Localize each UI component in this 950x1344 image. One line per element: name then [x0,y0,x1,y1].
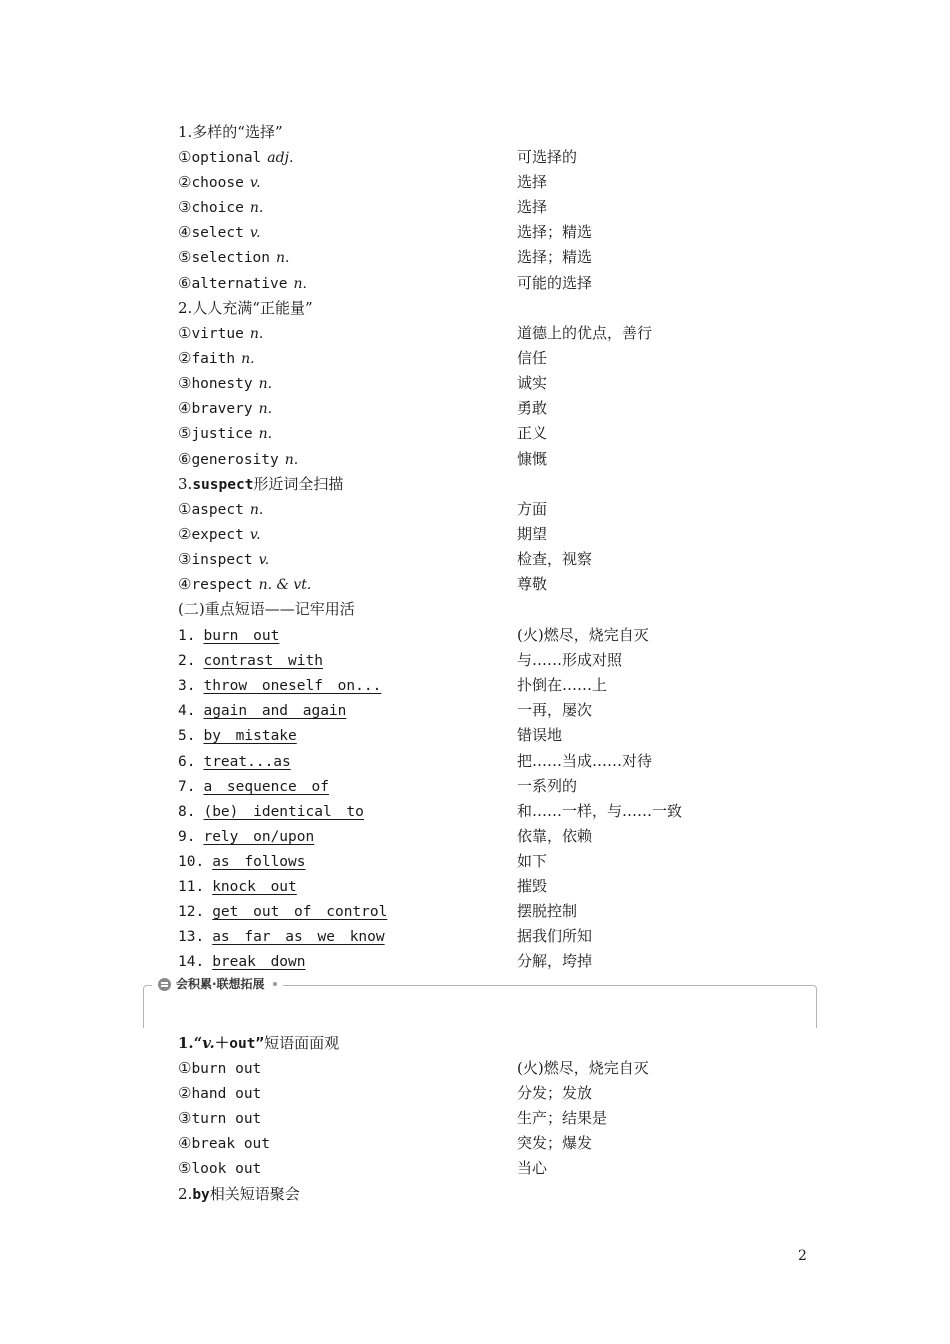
group2-item-meaning: 慷慨 [517,449,548,468]
group1-item-marker: ⑤ [178,248,192,267]
phrase-number: 7. [178,778,196,795]
group4-item-meaning: 分发；发放 [517,1084,593,1103]
group4-item-row [178,1081,798,1106]
group2-item-meaning: 正义 [517,424,548,443]
group3-title-keyword: suspect [192,477,254,493]
phrase-row [178,874,798,899]
group1-item-marker: ④ [178,223,192,242]
phrase-row [178,698,798,723]
group2-item-term [178,396,272,422]
group3-item-pos: v. [258,552,270,569]
group2-item-word: justice [191,426,253,443]
phrase-term [178,698,346,724]
phrase-number: 5. [178,728,196,745]
group4-item-meaning: 突发；爆发 [517,1134,593,1153]
phrase-meaning: 扑倒在……上 [517,676,608,695]
group2-item-marker: ④ [178,399,192,418]
group3-item-term [178,497,263,523]
phrase-row [178,824,798,849]
group2-item-marker: ③ [178,374,192,393]
phrase-meaning: 摆脱控制 [517,902,578,921]
phrase-meaning: 一再，屡次 [517,701,593,720]
phrase-term [178,623,279,649]
group1-item-meaning: 选择 [517,173,548,192]
phrase-meaning: 一系列的 [517,776,578,795]
phrase-meaning: 与……形成对照 [517,651,623,670]
phrase-row [178,673,798,698]
phrase-row [178,924,798,949]
phrases-title [178,597,798,622]
phrase-number: 8. [178,803,196,820]
phrase-number: 14. [178,954,205,971]
group2-item-meaning: 道德上的优点，善行 [517,324,653,342]
group2-item-meaning: 勇敢 [517,399,548,418]
phrase-text: treat...as [203,753,291,770]
phrase-term [178,949,306,975]
group3-item-marker: ③ [178,550,192,569]
group4-title-text [178,1031,339,1057]
phrase-meaning: 错误地 [517,726,563,745]
phrase-text: contrast with [203,653,323,670]
phrase-row [178,648,798,673]
group1-item-pos: v. [249,175,261,192]
group1-item-word: optional [191,150,262,166]
group1-item-marker: ② [178,173,192,192]
group1-item-term [178,245,290,271]
group2-item-row [178,447,798,472]
group1-item-row [178,245,798,270]
group1-title-text: 1.多样的“选择” [178,123,283,141]
section-header [152,974,283,994]
group2-item-meaning: 信任 [517,349,548,368]
phrase-text: again and again [203,703,347,720]
group4-item-marker: ⑤ [178,1159,192,1178]
phrase-meaning: 依靠，依赖 [517,826,593,845]
group1-item-pos: n. [293,275,307,292]
phrase-number: 9. [178,828,196,845]
group3-item-meaning: 方面 [517,500,548,518]
phrase-text: rely on/upon [203,828,315,845]
dot-icon [273,982,277,986]
group2-item-pos: n. [249,326,264,342]
group4-item-term [178,1081,261,1107]
group1-item-word: choice [191,200,244,217]
phrase-number: 3. [178,678,196,695]
group5-title-suffix: 相关短语聚会 [209,1185,300,1203]
group4-item-meaning: 当心 [517,1159,548,1178]
phrase-meaning: 分解，垮掉 [517,952,593,971]
phrase-text: (be) identical to [203,803,364,820]
group2-item-word: faith [191,351,236,368]
group3-item-word: inspect [191,552,253,569]
group2-item-word: honesty [191,376,253,393]
group3-item-term [178,572,311,598]
phrase-row [178,949,798,974]
group4-title-suffix: 短语面面观 [264,1034,340,1052]
group3-item-marker: ① [178,500,192,518]
phrase-row [178,623,798,648]
phrase-text: as follows [212,853,306,870]
group1-item-word: selection [191,250,271,267]
group1-item-row [178,271,798,296]
group4-item-marker: ③ [178,1109,192,1128]
group1-item-word: select [191,225,244,242]
phrase-row [178,723,798,748]
phrase-meaning: 和……一样，与……一致 [517,801,683,820]
group1-item-meaning: 可能的选择 [517,273,593,292]
phrase-number: 11. [178,879,205,895]
group1-item-word: choose [191,175,244,192]
group3-item-word: aspect [191,502,244,518]
phrase-term [178,824,314,850]
group5-title-keyword: by [192,1187,210,1203]
phrase-number: 13. [178,929,205,946]
phrases-title-text: (二)重点短语——记牢用活 [178,600,355,618]
group3-item-term [178,522,261,548]
group1-title [178,120,798,145]
phrase-text: as far as we know [212,929,385,946]
group4-item-term [178,1156,261,1182]
group1-item-marker: ① [178,148,192,166]
page-number: 2 [798,1248,807,1264]
group1-item-meaning: 选择 [517,198,548,217]
group3-item-pos: v. [249,527,261,544]
phrase-text: burn out [203,628,280,644]
group1-item-meaning: 选择；精选 [517,223,593,242]
phrase-text: break down [212,954,306,971]
group4-item-word: turn out [191,1111,262,1128]
group1-item-row [178,220,798,245]
group1-item-pos: adj. [267,150,294,166]
phrase-text: get out of control [212,904,388,921]
group4-item-term [178,1106,261,1132]
phrase-number: 12. [178,904,205,921]
phrase-text: by mistake [203,728,297,745]
group4-item-word: hand out [191,1086,262,1103]
group2-item-pos: n. [284,451,299,468]
phrase-text: knock out [212,879,297,895]
group1-item-pos: n. [249,200,264,217]
group3-item-word: expect [191,527,244,544]
group2-item-pos: n. [241,351,255,368]
section-label-text: 会积累·联想拓展 [176,977,265,991]
phrase-row [178,799,798,824]
group4-item-marker: ④ [178,1134,192,1153]
group3-item-term [178,547,269,573]
group2-item-pos: n. [258,376,273,393]
group3-item-pos: n. & vt. [258,577,312,594]
group3-item-row [178,497,798,522]
group3-title-suffix: 形近词全扫描 [253,475,344,493]
group2-item-pos: n. [258,401,273,418]
group4-title-pos: v. [202,1034,215,1052]
group2-item-marker: ② [178,349,192,368]
group5-title [178,1182,798,1207]
group3-title-text [178,472,343,498]
phrase-term [178,774,329,800]
phrase-term [178,749,291,775]
group4-item-row [178,1156,798,1181]
phrase-term [178,849,306,875]
group2-item-term [178,371,272,397]
group4-item-meaning: (火)燃尽，烧完自灭 [517,1059,649,1077]
group2-item-term [178,321,263,347]
phrase-row [178,774,798,799]
group4-item-marker: ② [178,1084,192,1103]
group1-item-meaning: 选择；精选 [517,248,593,267]
group1-item-term [178,195,263,221]
group2-item-row [178,421,798,446]
phrase-text: a sequence of [203,778,329,795]
group1-item-row [178,195,798,220]
phrase-meaning: 据我们所知 [517,927,593,946]
phrase-term [178,723,297,749]
group4-item-row [178,1131,798,1156]
group3-title-prefix: 3. [178,475,193,493]
group1-item-term [178,271,307,297]
group3-item-marker: ② [178,525,192,544]
phrase-number: 4. [178,703,196,720]
group2-item-word: bravery [191,401,253,418]
group4-title-mid: ＋out” [214,1036,265,1052]
group4-title-prefix: 1.“ [178,1034,203,1052]
group3-item-word: respect [191,577,253,594]
group2-item-term [178,447,298,473]
group5-title-text [178,1182,300,1208]
phrase-term [178,648,323,674]
phrase-term [178,924,385,950]
phrase-row [178,749,798,774]
group2-item-marker: ⑤ [178,424,192,443]
group3-item-pos: n. [249,502,264,518]
group2-title-text: 2.人人充满“正能量” [178,299,313,317]
group2-item-word: virtue [191,326,244,342]
group1-item-term [178,145,293,171]
group4-item-row [178,1106,798,1131]
group2-item-row [178,371,798,396]
phrase-term [178,874,297,900]
group1-item-marker: ③ [178,198,192,217]
group2-title [178,296,798,321]
group2-item-marker: ① [178,324,192,342]
group4-item-marker: ① [178,1059,192,1077]
group1-item-row [178,170,798,195]
group1-item-word: alternative [191,275,288,292]
group3-item-marker: ④ [178,575,192,594]
group2-item-term [178,421,272,447]
group1-item-term [178,170,261,196]
group2-item-marker: ⑥ [178,449,192,468]
phrase-number: 10. [178,853,205,870]
group3-item-meaning: 期望 [517,525,548,544]
phrase-number: 2. [178,653,196,670]
group2-item-row [178,321,798,346]
phrase-meaning: 把……当成……对待 [517,751,653,770]
group2-item-word: generosity [191,451,279,468]
group4-item-meaning: 生产；结果是 [517,1109,608,1128]
phrase-meaning: (火)燃尽，烧完自灭 [517,626,649,644]
book-icon [158,978,171,991]
group4-item-word: break out [191,1136,271,1153]
phrase-term [178,799,364,825]
group4-item-row [178,1056,798,1081]
group2-item-term [178,346,255,372]
phrase-row [178,849,798,874]
phrase-number: 6. [178,753,196,770]
group1-item-meaning: 可选择的 [517,148,578,166]
group3-item-row [178,522,798,547]
group2-item-pos: n. [258,426,273,443]
phrase-meaning: 摧毁 [517,877,548,895]
group1-item-pos: n. [276,250,290,267]
phrase-row [178,899,798,924]
phrase-term [178,899,387,925]
phrase-term [178,673,381,699]
group1-item-marker: ⑥ [178,273,192,292]
group3-item-row [178,547,798,572]
group2-item-row [178,396,798,421]
group1-item-row [178,145,798,170]
group4-item-word: look out [191,1161,262,1178]
group3-item-meaning: 检查，视察 [517,550,593,569]
group4-item-word: burn out [191,1061,262,1077]
group2-item-meaning: 诚实 [517,374,548,393]
phrase-text: throw oneself on... [203,678,382,695]
group1-item-term [178,220,261,246]
group1-item-pos: v. [249,225,261,242]
phrase-number: 1. [178,628,196,644]
group3-title [178,472,798,497]
group4-item-term [178,1056,261,1082]
group2-item-row [178,346,798,371]
phrase-meaning: 如下 [517,851,548,870]
group5-title-prefix: 2. [178,1185,193,1203]
group4-item-term [178,1131,270,1157]
group3-item-meaning: 尊敬 [517,575,548,594]
group3-item-row [178,572,798,597]
group4-title [178,1031,798,1056]
